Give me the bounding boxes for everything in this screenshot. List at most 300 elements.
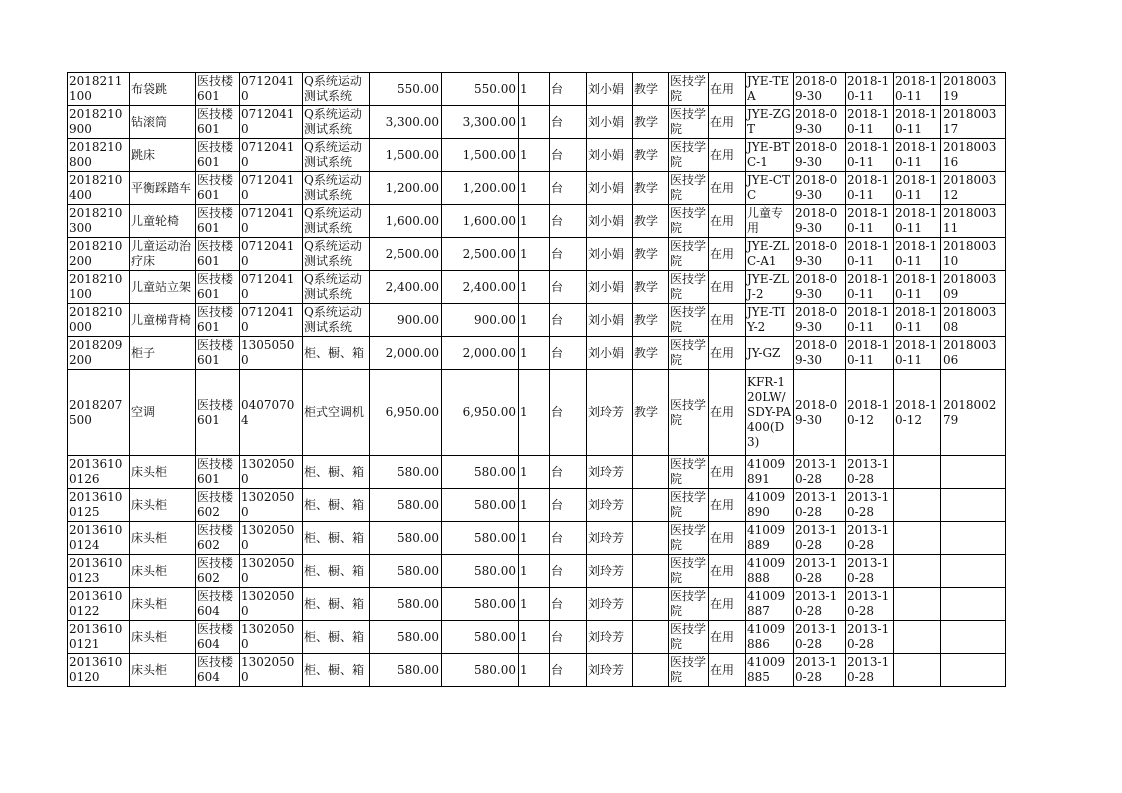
voucher-number-cell: [941, 456, 1006, 489]
voucher-number-cell: [941, 621, 1006, 654]
usage-cell: 教学: [633, 205, 669, 238]
status-cell: 在用: [709, 172, 746, 205]
unit-price-cell: 580.00: [370, 621, 442, 654]
category-code-cell: 13020500: [240, 555, 303, 588]
category-code-cell: 13020500: [240, 456, 303, 489]
voucher-number-cell: 201800308: [941, 304, 1006, 337]
record-date-cell: [894, 654, 941, 687]
quantity-cell: 1: [519, 304, 550, 337]
category-code-cell: 07120410: [240, 139, 303, 172]
status-cell: 在用: [709, 621, 746, 654]
asset-code-cell: 2018210000: [68, 304, 130, 337]
department-cell: 医技学院: [669, 621, 709, 654]
department-cell: 医技学院: [669, 370, 709, 456]
unit-cell: 台: [550, 337, 587, 370]
unit-cell: 台: [550, 621, 587, 654]
department-cell: 医技学院: [669, 654, 709, 687]
asset-code-cell: 2018210200: [68, 238, 130, 271]
location-cell: 医技楼601: [196, 139, 240, 172]
unit-cell: 台: [550, 588, 587, 621]
location-cell: 医技楼601: [196, 172, 240, 205]
usage-cell: 教学: [633, 337, 669, 370]
record-date-cell: [894, 489, 941, 522]
usage-cell: 教学: [633, 139, 669, 172]
category-code-cell: 13020500: [240, 588, 303, 621]
amount-cell: 900.00: [442, 304, 519, 337]
amount-cell: 2,400.00: [442, 271, 519, 304]
custodian-cell: 刘玲芳: [587, 654, 633, 687]
usage-cell: [633, 621, 669, 654]
category-code-cell: 13020500: [240, 522, 303, 555]
status-cell: 在用: [709, 489, 746, 522]
entry-date-cell: 2013-10-28: [846, 621, 894, 654]
location-cell: 医技楼602: [196, 489, 240, 522]
table-row: [68, 555, 1006, 588]
asset-table-body: [68, 73, 1006, 687]
category-name-cell: 柜、橱、箱: [303, 489, 370, 522]
voucher-number-cell: [941, 489, 1006, 522]
unit-cell: 台: [550, 73, 587, 106]
status-cell: 在用: [709, 654, 746, 687]
asset-name-cell: 跳床: [130, 139, 196, 172]
usage-cell: [633, 588, 669, 621]
status-cell: 在用: [709, 238, 746, 271]
custodian-cell: 刘小娟: [587, 337, 633, 370]
asset-code-cell: 2018210100: [68, 271, 130, 304]
status-cell: 在用: [709, 73, 746, 106]
asset-code-cell: 2018210300: [68, 205, 130, 238]
table-row: [68, 588, 1006, 621]
amount-cell: 580.00: [442, 522, 519, 555]
asset-name-cell: 床头柜: [130, 654, 196, 687]
location-cell: 医技楼604: [196, 654, 240, 687]
record-date-cell: [894, 555, 941, 588]
amount-cell: 1,600.00: [442, 205, 519, 238]
amount-cell: 580.00: [442, 588, 519, 621]
amount-cell: 3,300.00: [442, 106, 519, 139]
status-cell: 在用: [709, 106, 746, 139]
status-cell: 在用: [709, 456, 746, 489]
quantity-cell: 1: [519, 555, 550, 588]
department-cell: 医技学院: [669, 522, 709, 555]
voucher-number-cell: [941, 654, 1006, 687]
asset-code-cell: 2018210900: [68, 106, 130, 139]
status-cell: 在用: [709, 205, 746, 238]
asset-code-cell: 20136100122: [68, 588, 130, 621]
voucher-number-cell: 201800317: [941, 106, 1006, 139]
status-cell: 在用: [709, 337, 746, 370]
record-date-cell: 2018-10-11: [894, 205, 941, 238]
record-date-cell: 2018-10-11: [894, 106, 941, 139]
usage-cell: [633, 555, 669, 588]
category-name-cell: 柜、橱、箱: [303, 588, 370, 621]
department-cell: 医技学院: [669, 205, 709, 238]
voucher-number-cell: [941, 588, 1006, 621]
unit-price-cell: 1,200.00: [370, 172, 442, 205]
purchase-date-cell: 2013-10-28: [794, 588, 846, 621]
unit-cell: 台: [550, 522, 587, 555]
asset-name-cell: 儿童轮椅: [130, 205, 196, 238]
department-cell: 医技学院: [669, 73, 709, 106]
amount-cell: 580.00: [442, 489, 519, 522]
quantity-cell: 1: [519, 238, 550, 271]
category-code-cell: 13020500: [240, 654, 303, 687]
usage-cell: [633, 489, 669, 522]
quantity-cell: 1: [519, 621, 550, 654]
entry-date-cell: 2013-10-28: [846, 522, 894, 555]
unit-cell: 台: [550, 139, 587, 172]
custodian-cell: 刘小娟: [587, 73, 633, 106]
category-name-cell: 柜、橱、箱: [303, 456, 370, 489]
voucher-number-cell: 201800306: [941, 337, 1006, 370]
usage-cell: 教学: [633, 238, 669, 271]
custodian-cell: 刘小娟: [587, 205, 633, 238]
entry-date-cell: 2013-10-28: [846, 555, 894, 588]
voucher-number-cell: [941, 555, 1006, 588]
table-row: [68, 337, 1006, 370]
category-code-cell: 04070704: [240, 370, 303, 456]
quantity-cell: 1: [519, 456, 550, 489]
purchase-date-cell: 2013-10-28: [794, 555, 846, 588]
category-name-cell: 柜、橱、箱: [303, 654, 370, 687]
unit-price-cell: 2,500.00: [370, 238, 442, 271]
voucher-number-cell: 201800316: [941, 139, 1006, 172]
location-cell: 医技楼601: [196, 370, 240, 456]
unit-cell: 台: [550, 238, 587, 271]
table-row: [68, 370, 1006, 456]
status-cell: 在用: [709, 522, 746, 555]
quantity-cell: 1: [519, 588, 550, 621]
table-row: [68, 172, 1006, 205]
record-date-cell: [894, 522, 941, 555]
department-cell: 医技学院: [669, 271, 709, 304]
category-name-cell: Q系统运动测试系统: [303, 73, 370, 106]
purchase-date-cell: 2018-09-30: [794, 304, 846, 337]
asset-name-cell: 儿童梯背椅: [130, 304, 196, 337]
purchase-date-cell: 2018-09-30: [794, 271, 846, 304]
unit-price-cell: 580.00: [370, 588, 442, 621]
purchase-date-cell: 2018-09-30: [794, 172, 846, 205]
asset-name-cell: 床头柜: [130, 621, 196, 654]
purchase-date-cell: 2018-09-30: [794, 337, 846, 370]
purchase-date-cell: 2018-09-30: [794, 73, 846, 106]
record-date-cell: [894, 588, 941, 621]
asset-name-cell: 床头柜: [130, 489, 196, 522]
location-cell: 医技楼601: [196, 271, 240, 304]
asset-name-cell: 空调: [130, 370, 196, 456]
unit-cell: 台: [550, 106, 587, 139]
location-cell: 医技楼604: [196, 621, 240, 654]
status-cell: 在用: [709, 271, 746, 304]
record-date-cell: [894, 456, 941, 489]
quantity-cell: 1: [519, 106, 550, 139]
custodian-cell: 刘玲芳: [587, 370, 633, 456]
table-row: [68, 73, 1006, 106]
unit-price-cell: 3,300.00: [370, 106, 442, 139]
unit-price-cell: 580.00: [370, 555, 442, 588]
usage-cell: 教学: [633, 106, 669, 139]
model-cell: 41009886: [746, 621, 794, 654]
asset-code-cell: 20136100125: [68, 489, 130, 522]
unit-price-cell: 580.00: [370, 654, 442, 687]
amount-cell: 6,950.00: [442, 370, 519, 456]
amount-cell: 2,500.00: [442, 238, 519, 271]
department-cell: 医技学院: [669, 139, 709, 172]
amount-cell: 580.00: [442, 654, 519, 687]
amount-cell: 550.00: [442, 73, 519, 106]
voucher-number-cell: 201800312: [941, 172, 1006, 205]
unit-price-cell: 580.00: [370, 456, 442, 489]
custodian-cell: 刘玲芳: [587, 621, 633, 654]
location-cell: 医技楼601: [196, 73, 240, 106]
category-code-cell: 07120410: [240, 172, 303, 205]
asset-name-cell: 床头柜: [130, 522, 196, 555]
category-name-cell: 柜、橱、箱: [303, 522, 370, 555]
custodian-cell: 刘小娟: [587, 304, 633, 337]
voucher-number-cell: 201800310: [941, 238, 1006, 271]
entry-date-cell: 2018-10-11: [846, 205, 894, 238]
model-cell: 41009888: [746, 555, 794, 588]
category-code-cell: 07120410: [240, 73, 303, 106]
purchase-date-cell: 2018-09-30: [794, 106, 846, 139]
usage-cell: 教学: [633, 370, 669, 456]
quantity-cell: 1: [519, 205, 550, 238]
quantity-cell: 1: [519, 271, 550, 304]
unit-price-cell: 2,400.00: [370, 271, 442, 304]
asset-name-cell: 床头柜: [130, 588, 196, 621]
custodian-cell: 刘玲芳: [587, 588, 633, 621]
purchase-date-cell: 2018-09-30: [794, 205, 846, 238]
record-date-cell: 2018-10-11: [894, 172, 941, 205]
status-cell: 在用: [709, 370, 746, 456]
quantity-cell: 1: [519, 337, 550, 370]
custodian-cell: 刘玲芳: [587, 489, 633, 522]
unit-cell: 台: [550, 271, 587, 304]
location-cell: 医技楼601: [196, 238, 240, 271]
quantity-cell: 1: [519, 489, 550, 522]
model-cell: 41009885: [746, 654, 794, 687]
unit-price-cell: 1,500.00: [370, 139, 442, 172]
unit-cell: 台: [550, 205, 587, 238]
unit-cell: 台: [550, 172, 587, 205]
record-date-cell: 2018-10-11: [894, 337, 941, 370]
amount-cell: 1,500.00: [442, 139, 519, 172]
entry-date-cell: 2018-10-11: [846, 106, 894, 139]
record-date-cell: 2018-10-11: [894, 238, 941, 271]
table-row: [68, 522, 1006, 555]
usage-cell: [633, 522, 669, 555]
usage-cell: 教学: [633, 271, 669, 304]
asset-code-cell: 2018211100: [68, 73, 130, 106]
asset-name-cell: 儿童运动治疗床: [130, 238, 196, 271]
category-name-cell: 柜式空调机: [303, 370, 370, 456]
custodian-cell: 刘玲芳: [587, 555, 633, 588]
amount-cell: 580.00: [442, 555, 519, 588]
asset-table: [67, 72, 1006, 687]
category-code-cell: 13050500: [240, 337, 303, 370]
category-name-cell: Q系统运动测试系统: [303, 139, 370, 172]
location-cell: 医技楼601: [196, 337, 240, 370]
model-cell: 41009890: [746, 489, 794, 522]
location-cell: 医技楼601: [196, 304, 240, 337]
asset-name-cell: 儿童站立架: [130, 271, 196, 304]
amount-cell: 580.00: [442, 456, 519, 489]
location-cell: 医技楼601: [196, 106, 240, 139]
entry-date-cell: 2018-10-11: [846, 172, 894, 205]
entry-date-cell: 2018-10-11: [846, 73, 894, 106]
model-cell: JYE-TIY-2: [746, 304, 794, 337]
record-date-cell: 2018-10-11: [894, 139, 941, 172]
model-cell: 41009887: [746, 588, 794, 621]
quantity-cell: 1: [519, 139, 550, 172]
asset-code-cell: 2018210800: [68, 139, 130, 172]
usage-cell: 教学: [633, 304, 669, 337]
category-name-cell: 柜、橱、箱: [303, 555, 370, 588]
status-cell: 在用: [709, 139, 746, 172]
table-row: [68, 139, 1006, 172]
entry-date-cell: 2013-10-28: [846, 489, 894, 522]
asset-code-cell: 2018209200: [68, 337, 130, 370]
asset-name-cell: 平衡踩踏车: [130, 172, 196, 205]
purchase-date-cell: 2013-10-28: [794, 654, 846, 687]
location-cell: 医技楼601: [196, 205, 240, 238]
category-code-cell: 13020500: [240, 621, 303, 654]
model-cell: JY-GZ: [746, 337, 794, 370]
asset-name-cell: 柜子: [130, 337, 196, 370]
purchase-date-cell: 2013-10-28: [794, 621, 846, 654]
custodian-cell: 刘玲芳: [587, 456, 633, 489]
record-date-cell: 2018-10-11: [894, 73, 941, 106]
asset-code-cell: 20136100124: [68, 522, 130, 555]
purchase-date-cell: 2013-10-28: [794, 522, 846, 555]
table-row: [68, 621, 1006, 654]
record-date-cell: 2018-10-11: [894, 271, 941, 304]
model-cell: JYE-TEA: [746, 73, 794, 106]
quantity-cell: 1: [519, 370, 550, 456]
category-code-cell: 07120410: [240, 304, 303, 337]
entry-date-cell: 2018-10-12: [846, 370, 894, 456]
model-cell: 儿童专用: [746, 205, 794, 238]
asset-name-cell: 钻滚筒: [130, 106, 196, 139]
table-row: [68, 238, 1006, 271]
department-cell: 医技学院: [669, 588, 709, 621]
unit-price-cell: 6,950.00: [370, 370, 442, 456]
entry-date-cell: 2018-10-11: [846, 271, 894, 304]
table-row: [68, 456, 1006, 489]
amount-cell: 2,000.00: [442, 337, 519, 370]
asset-code-cell: 20136100120: [68, 654, 130, 687]
unit-price-cell: 580.00: [370, 522, 442, 555]
record-date-cell: 2018-10-11: [894, 304, 941, 337]
unit-price-cell: 900.00: [370, 304, 442, 337]
category-code-cell: 07120410: [240, 106, 303, 139]
model-cell: JYE-BTC-1: [746, 139, 794, 172]
asset-code-cell: 20136100126: [68, 456, 130, 489]
unit-cell: 台: [550, 654, 587, 687]
quantity-cell: 1: [519, 73, 550, 106]
location-cell: 医技楼604: [196, 588, 240, 621]
department-cell: 医技学院: [669, 238, 709, 271]
model-cell: JYE-ZLJ-2: [746, 271, 794, 304]
voucher-number-cell: 201800311: [941, 205, 1006, 238]
table-row: [68, 271, 1006, 304]
location-cell: 医技楼601: [196, 456, 240, 489]
entry-date-cell: 2013-10-28: [846, 456, 894, 489]
table-row: [68, 489, 1006, 522]
unit-cell: 台: [550, 555, 587, 588]
entry-date-cell: 2013-10-28: [846, 588, 894, 621]
asset-name-cell: 床头柜: [130, 456, 196, 489]
department-cell: 医技学院: [669, 304, 709, 337]
asset-code-cell: 2018210400: [68, 172, 130, 205]
entry-date-cell: 2018-10-11: [846, 139, 894, 172]
custodian-cell: 刘小娟: [587, 271, 633, 304]
table-row: [68, 205, 1006, 238]
category-code-cell: 07120410: [240, 205, 303, 238]
unit-price-cell: 580.00: [370, 489, 442, 522]
model-cell: 41009891: [746, 456, 794, 489]
voucher-number-cell: 201800279: [941, 370, 1006, 456]
table-row: [68, 304, 1006, 337]
status-cell: 在用: [709, 304, 746, 337]
quantity-cell: 1: [519, 654, 550, 687]
unit-cell: 台: [550, 370, 587, 456]
custodian-cell: 刘小娟: [587, 139, 633, 172]
usage-cell: [633, 456, 669, 489]
department-cell: 医技学院: [669, 337, 709, 370]
table-row: [68, 106, 1006, 139]
unit-cell: 台: [550, 304, 587, 337]
location-cell: 医技楼602: [196, 522, 240, 555]
department-cell: 医技学院: [669, 489, 709, 522]
table-row: [68, 654, 1006, 687]
category-name-cell: 柜、橱、箱: [303, 621, 370, 654]
unit-cell: 台: [550, 489, 587, 522]
usage-cell: [633, 654, 669, 687]
usage-cell: 教学: [633, 172, 669, 205]
record-date-cell: 2018-10-12: [894, 370, 941, 456]
voucher-number-cell: [941, 522, 1006, 555]
category-code-cell: 13020500: [240, 489, 303, 522]
quantity-cell: 1: [519, 522, 550, 555]
model-cell: JYE-ZLC-A1: [746, 238, 794, 271]
purchase-date-cell: 2018-09-30: [794, 238, 846, 271]
category-name-cell: Q系统运动测试系统: [303, 271, 370, 304]
purchase-date-cell: 2013-10-28: [794, 489, 846, 522]
category-name-cell: Q系统运动测试系统: [303, 205, 370, 238]
model-cell: JYE-CTC: [746, 172, 794, 205]
category-code-cell: 07120410: [240, 271, 303, 304]
custodian-cell: 刘小娟: [587, 172, 633, 205]
amount-cell: 580.00: [442, 621, 519, 654]
custodian-cell: 刘玲芳: [587, 522, 633, 555]
voucher-number-cell: 201800309: [941, 271, 1006, 304]
model-cell: JYE-ZGT: [746, 106, 794, 139]
category-name-cell: Q系统运动测试系统: [303, 172, 370, 205]
record-date-cell: [894, 621, 941, 654]
unit-cell: 台: [550, 456, 587, 489]
entry-date-cell: 2018-10-11: [846, 238, 894, 271]
status-cell: 在用: [709, 588, 746, 621]
amount-cell: 1,200.00: [442, 172, 519, 205]
asset-code-cell: 20136100123: [68, 555, 130, 588]
custodian-cell: 刘小娟: [587, 106, 633, 139]
category-name-cell: 柜、橱、箱: [303, 337, 370, 370]
model-cell: KFR-120LW/SDY-PA400(D3): [746, 370, 794, 456]
custodian-cell: 刘小娟: [587, 238, 633, 271]
asset-code-cell: 20136100121: [68, 621, 130, 654]
category-name-cell: Q系统运动测试系统: [303, 238, 370, 271]
